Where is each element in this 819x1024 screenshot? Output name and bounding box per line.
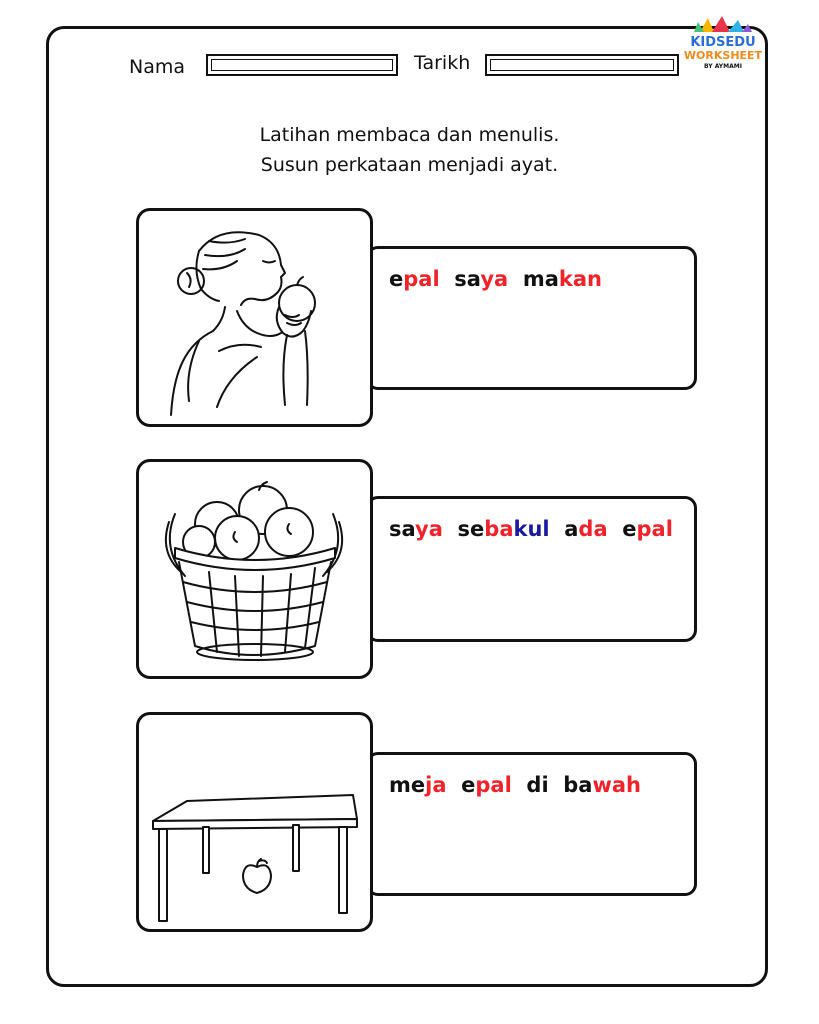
date-label: Tarikh <box>414 52 471 74</box>
scrambled-word <box>389 517 443 541</box>
scrambled-word <box>458 517 550 541</box>
logo-line2: WORKSHEET <box>683 49 763 62</box>
syllable: sa <box>454 267 481 291</box>
syllable: se <box>457 517 485 541</box>
girl-eating-apple-icon <box>139 211 370 424</box>
logo-line3: BY AYMAMI <box>704 63 742 70</box>
name-label: Nama <box>129 56 186 78</box>
table-with-apple-icon <box>139 715 370 929</box>
syllable: ba <box>484 517 514 541</box>
scrambled-word <box>523 267 602 291</box>
syllable: wah <box>592 773 641 797</box>
scrambled-word <box>564 517 607 541</box>
scrambled-words-1 <box>389 267 602 291</box>
syllable: ya <box>415 517 443 541</box>
apple-basket-icon <box>139 462 370 676</box>
syllable: ma <box>522 267 559 291</box>
scrambled-word <box>563 773 641 797</box>
instruction-line-1: Latihan membaca dan menulis. <box>259 124 560 146</box>
syllable: da <box>578 517 608 541</box>
scrambled-word <box>389 267 440 291</box>
syllable: pal <box>475 773 512 797</box>
scrambled-word <box>622 517 673 541</box>
syllable: e <box>389 267 404 291</box>
syllable: kul <box>513 517 550 541</box>
syllable: a <box>564 517 579 541</box>
picture-frame-2 <box>136 459 373 679</box>
picture-frame-3 <box>136 712 373 932</box>
syllable: e <box>461 773 476 797</box>
scrambled-word <box>461 773 512 797</box>
picture-frame-1 <box>136 208 373 427</box>
syllable: ja <box>425 773 447 797</box>
answer-box-1[interactable] <box>366 246 697 390</box>
syllable: kan <box>558 267 602 291</box>
scrambled-words-2 <box>389 517 673 541</box>
logo-graphic-icon <box>680 14 766 78</box>
date-field[interactable] <box>485 54 679 76</box>
syllable: ba <box>563 773 593 797</box>
syllable: e <box>622 517 637 541</box>
syllable: me <box>389 773 426 797</box>
scrambled-words-3 <box>389 773 641 797</box>
kidsedu-logo <box>680 14 766 78</box>
syllable: di <box>526 773 549 797</box>
syllable: sa <box>389 517 416 541</box>
scrambled-word <box>526 773 548 797</box>
syllable: ya <box>480 267 509 291</box>
syllable: pal <box>403 267 440 291</box>
syllable: pal <box>636 517 673 541</box>
answer-box-2[interactable] <box>366 496 697 642</box>
name-field[interactable] <box>206 54 398 76</box>
logo-line1: KIDSEDU <box>690 35 756 50</box>
scrambled-word <box>454 267 508 291</box>
instruction-line-2: Susun perkataan menjadi ayat. <box>260 154 559 176</box>
scrambled-word <box>389 773 447 797</box>
answer-box-3[interactable] <box>366 752 697 896</box>
